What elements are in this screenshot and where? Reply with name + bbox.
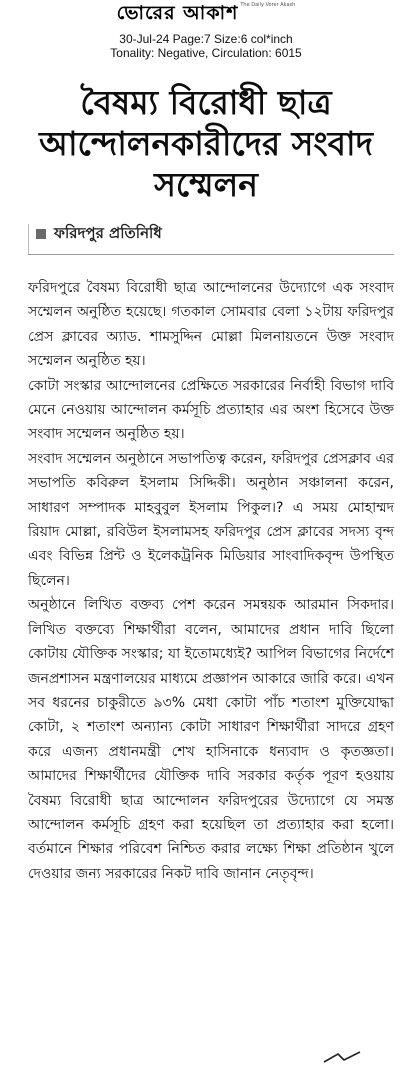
article-headline: বৈষম্য বিরোধী ছাত্র আন্দোলনকারীদের সংবাদ সম্মেলন <box>39 83 373 204</box>
logo-tagline: The Daily Vorer Akash <box>240 2 296 8</box>
pen-mark-icon <box>322 1050 362 1066</box>
article-paragraph: অনুষ্ঠানে লিখিত বক্তব্য পেশ করেন সমন্বয়ক আরমান সিকদার। লিখিত বক্তব্যে শিক্ষার্থীরা বলেন, আমাদের প্রধান দাবি ছিলো কোটায় যৌক্তিক সংস্কার; যা ইতোমধ্যেই? আপিল বিভাগের নির্দেশে জনপ্রশাসন মন্ত্রণালয়ের মাধ্যমে প্রজ্ঞাপন আকারে জারি করে। এখন সব ধরনের চাকুরীতে ৯৩% মেধা কোটা পাঁচ শতাংশ মুক্তিযোদ্ধা কোটা, ২ শতাংশ অন্যান্য কোটা সাধারণ শিক্ষার্থীরা সাদরে গ্রহণ করে এজন্য প্রধানমন্ত্রী শেখ হাসিনাকে ধন্যবাদ ও কৃতজ্ঞতা। আমাদের শিক্ষার্থীদের যৌক্তিক দাবি সরকার কর্তৃক পূরণ হওয়ায় বৈষম্য বিরোধী ছাত্র আন্দোলন ফরিদপুরের উদ্যোগে যে সমস্ত আন্দোলন কর্মসূচি গ্রহণ করা হয়েছিল তা প্রত্যাহার করা হলো। বর্তমানে শিক্ষার পরিবেশ নিশ্চিত করার লক্ষ্যে শিক্ষা প্রতিষ্ঠান খুলে দেওয়ার জন্য সরকারের নিকট দাবি জানান নেতৃবৃন্দ। <box>28 597 394 882</box>
article-paragraph: কোটা সংস্কার আন্দোলনের প্রেক্ষিতে সরকারের নির্বাহী বিভাগ দাবি মেনে নেওয়ায় আন্দোলন কর্মসূচি প্রত্যাহার এর অংশ হিসেবে উক্ত সংবাদ সম্মেলন অনুষ্ঠিত হয়। <box>28 377 394 443</box>
article-body <box>28 276 394 886</box>
byline-text: ফরিদপুর প্রতিনিধি <box>54 223 162 242</box>
clip-meta-line-2: Tonality: Negative, Circulation: 6015 <box>110 46 302 60</box>
newspaper-logo: ভোরের আকাশ <box>116 2 239 24</box>
article-paragraph: সংবাদ সম্মেলন অনুষ্ঠানে সভাপতিত্ব করেন, ফরিদপুর প্রেসক্লাব এর সভাপতি কবিরুল ইসলাম সিদ্দিকী। অনুষ্ঠান সঞ্চালনা করেন, সাধারণ সম্পাদক মাহবুবুল ইসলাম পিকুল।? এ সময় মোহাম্মদ রিয়াদ মোল্লা, রবিউল ইসলামসহ ফরিদপুর প্রেস ক্লাবের সদস্য বৃন্দ এবং বিভিন্ন প্রিন্ট ও ইলেকট্রনিক মিডিয়ার সাংবাদিকবৃন্দ উপস্থিত ছিলেন। <box>28 450 394 589</box>
square-bullet-icon <box>36 229 46 239</box>
byline-divider <box>28 224 29 254</box>
newspaper-masthead <box>0 2 412 24</box>
clip-meta-line-1: 30-Jul-24 Page:7 Size:6 col*inch <box>119 32 293 46</box>
byline-rule <box>28 254 394 255</box>
article-paragraph: ফরিদপুরে বৈষম্য বিরোধী ছাত্র আন্দোলনের উদ্যোগে এক সংবাদ সম্মেলন অনুষ্ঠিত হয়েছে। গতকাল সোমবার বেলা ১২টায় ফরিদপুর প্রেস ক্লাবের অ্যাড. শামসুদ্দিন মোল্লা মিলনায়তনে উক্ত সংবাদ সম্মেলন অনুষ্ঠিত হয়। <box>28 280 394 370</box>
byline <box>36 224 162 244</box>
